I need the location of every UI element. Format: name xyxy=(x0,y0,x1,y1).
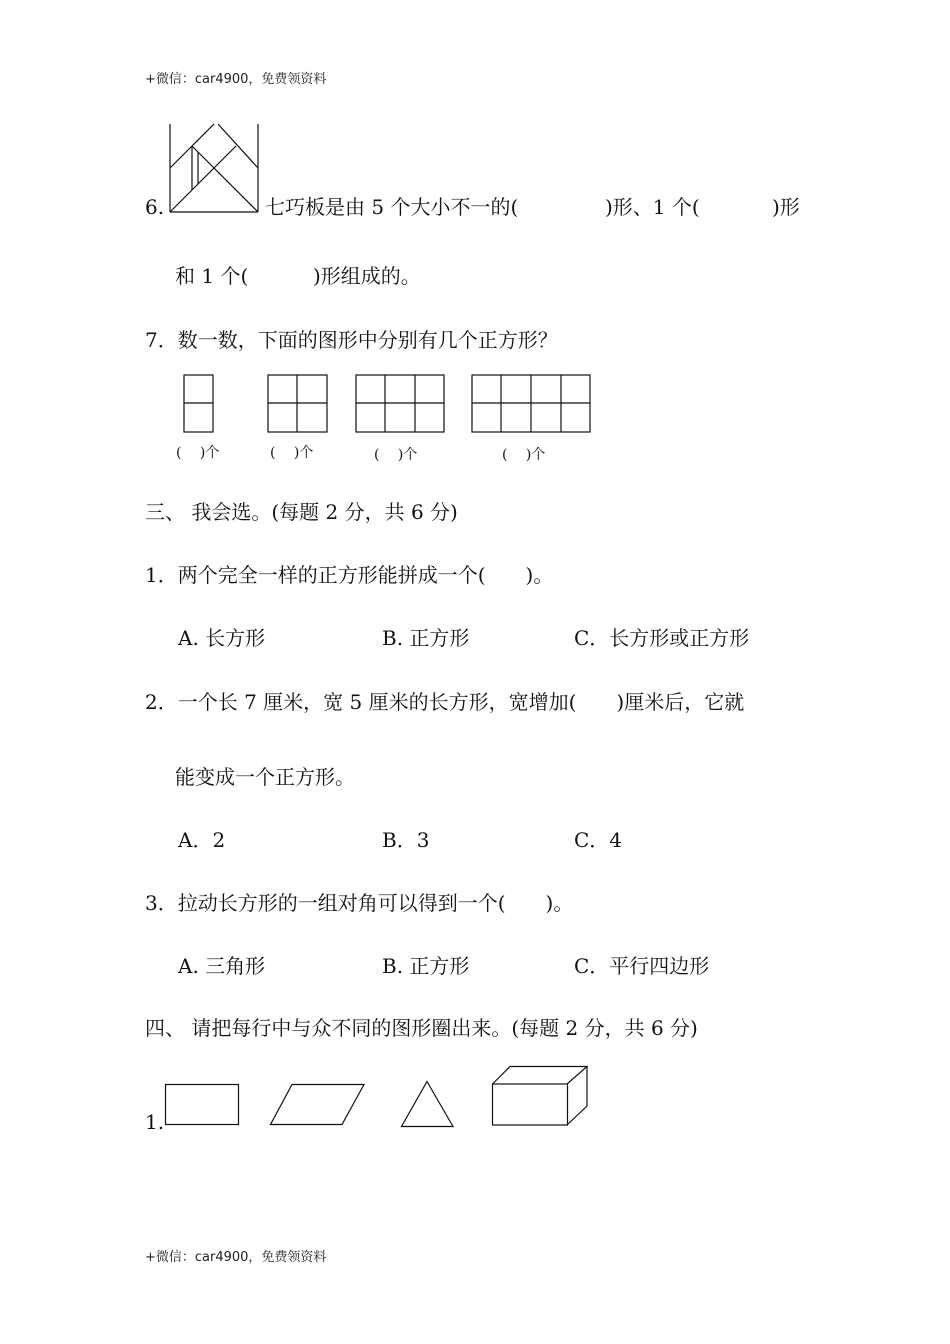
s3q2-option-a: A．2 xyxy=(178,828,226,852)
s3q3-option-c: C．平行四边形 xyxy=(574,954,710,978)
s3q2-option-b: B．3 xyxy=(382,828,430,852)
q6-text-part1: 七巧板是由 5 个大小不一的( xyxy=(265,195,519,219)
s3q1-text: 1．两个完全一样的正方形能拼成一个( )。 xyxy=(145,563,554,587)
q6-line2-end: )形组成的。 xyxy=(313,264,421,288)
s4q1-number: 1. xyxy=(145,1110,165,1134)
s3q3-text: 3．拉动长方形的一组对角可以得到一个( )。 xyxy=(145,891,574,915)
section3-heading: 三、 我会选。(每题 2 分，共 6 分) xyxy=(145,500,458,524)
q6-text-part3: )形 xyxy=(772,195,800,219)
q6-number: 6. xyxy=(145,195,165,219)
s3q2-option-c: C．4 xyxy=(574,828,623,852)
s3q1-option-a: A. 长方形 xyxy=(178,626,266,650)
grid-3x2 xyxy=(356,375,446,434)
s3q3-option-b: B. 正方形 xyxy=(382,954,470,978)
cuboid-shape xyxy=(492,1066,592,1128)
q6-line2-start: 和 1 个( xyxy=(175,264,249,288)
q7-answer-3: ( )个 xyxy=(374,447,418,463)
s3q1-option-b: B. 正方形 xyxy=(382,626,470,650)
s3q2-text: 2．一个长 7 厘米，宽 5 厘米的长方形，宽增加( )厘米后，它就 xyxy=(145,690,745,714)
q7-text: 7．数一数，下面的图形中分别有几个正方形？ xyxy=(145,328,558,352)
grid-1x2 xyxy=(184,375,215,434)
watermark-top: +微信：car4900，免费领资料 xyxy=(145,72,327,87)
tangram-figure xyxy=(170,124,260,214)
rectangle-shape xyxy=(165,1084,241,1126)
s3q2-line2: 能变成一个正方形。 xyxy=(175,765,355,789)
q7-answer-2: ( )个 xyxy=(270,445,314,461)
q7-answer-1: ( )个 xyxy=(176,445,220,461)
parallelogram-shape xyxy=(270,1084,366,1126)
grid-2x2 xyxy=(268,375,329,434)
grid-4x2 xyxy=(472,375,592,434)
triangle-shape xyxy=(401,1081,455,1129)
q7-answer-4: ( )个 xyxy=(502,447,546,463)
watermark-bottom: +微信：car4900，免费领资料 xyxy=(145,1250,327,1265)
s3q3-option-a: A. 三角形 xyxy=(178,954,266,978)
s3q1-option-c: C．长方形或正方形 xyxy=(574,626,750,650)
section4-heading: 四、 请把每行中与众不同的图形圈出来。(每题 2 分，共 6 分) xyxy=(145,1016,698,1040)
q6-text-part2: )形、1 个( xyxy=(605,195,700,219)
